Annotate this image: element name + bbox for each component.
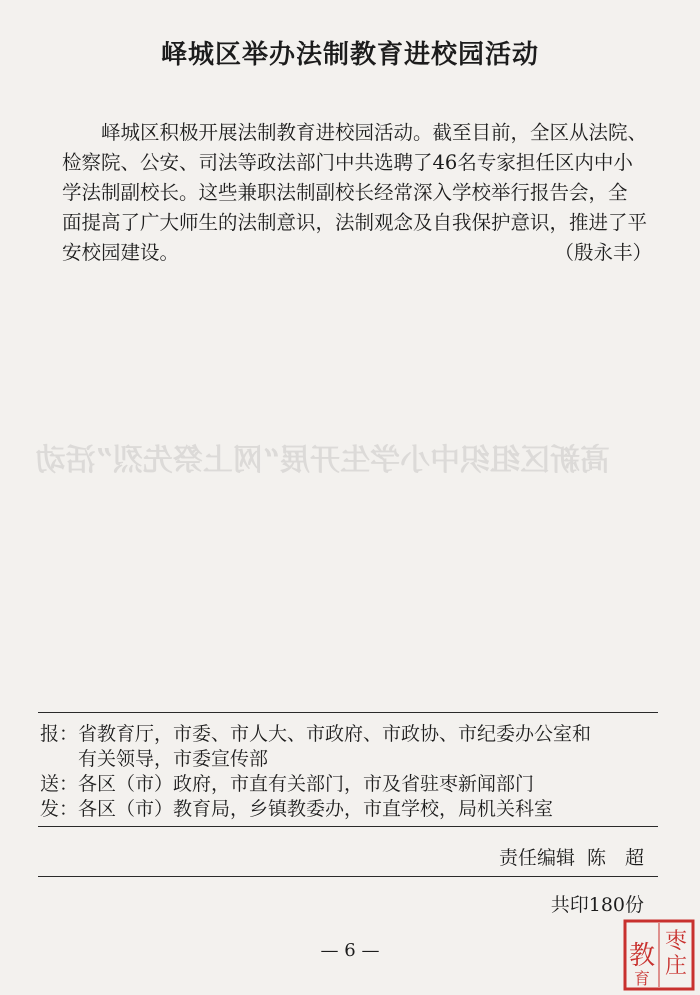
article-author: （殷永丰） — [554, 241, 652, 264]
print-copies: 共印180份 — [550, 894, 644, 916]
article-body — [62, 118, 652, 268]
report-label: 报： — [40, 723, 79, 745]
seal-char: 育 — [633, 969, 651, 988]
send-row — [40, 772, 660, 797]
report-recipients: 省教育厅，市委、市人大、市政府、市政协、市纪委办公室和 — [78, 723, 592, 745]
send-recipients: 各区（市）政府，市直有关部门，市及省驻枣新闻部门 — [78, 773, 535, 795]
responsible-editor — [499, 843, 644, 870]
editor-label: 责任编辑 — [498, 847, 575, 869]
paragraph-line: 学法制副校长。这些兼职法制副校长经常深入学校举行报告会，全 — [62, 181, 628, 204]
bleed-through-title: 高新区组织中小学生开展“网上祭先烈”活动 — [35, 443, 610, 478]
issue-recipients: 各区（市）教育局，乡镇教委办，市直学校，局机关科室 — [78, 798, 554, 820]
issue-label: 发： — [40, 798, 79, 820]
seal-char: 教 — [628, 941, 656, 971]
seal-stamp — [622, 918, 696, 992]
article-title: 峄城区举办法制教育进校园活动 — [160, 40, 539, 70]
send-label: 送： — [40, 773, 79, 795]
paragraph-last-line — [62, 238, 652, 268]
seal-char: 庄 — [664, 954, 688, 979]
divider — [38, 876, 658, 877]
distribution-list — [40, 722, 660, 822]
paragraph-line: 面提高了广大师生的法制意识，法制观念及自我保护意识，推进了平 — [62, 211, 648, 234]
page-number: — 6 — — [320, 940, 380, 961]
paragraph-line: 检察院、公安、司法等政法部门中共选聘了46名专家担任区内中小 — [62, 151, 633, 174]
seal-char: 枣 — [664, 929, 688, 954]
report-row-continued: 有关领导，市委宣传部 — [78, 748, 269, 770]
divider — [38, 712, 658, 713]
report-row — [40, 722, 660, 747]
editor-name: 陈 超 — [586, 847, 644, 869]
issue-row — [40, 797, 660, 822]
divider — [38, 826, 658, 827]
paragraph-line: 安校园建设。 — [62, 241, 180, 264]
paragraph-line: 峄城区积极开展法制教育进校园活动。截至目前，全区从法院、 — [101, 121, 648, 144]
